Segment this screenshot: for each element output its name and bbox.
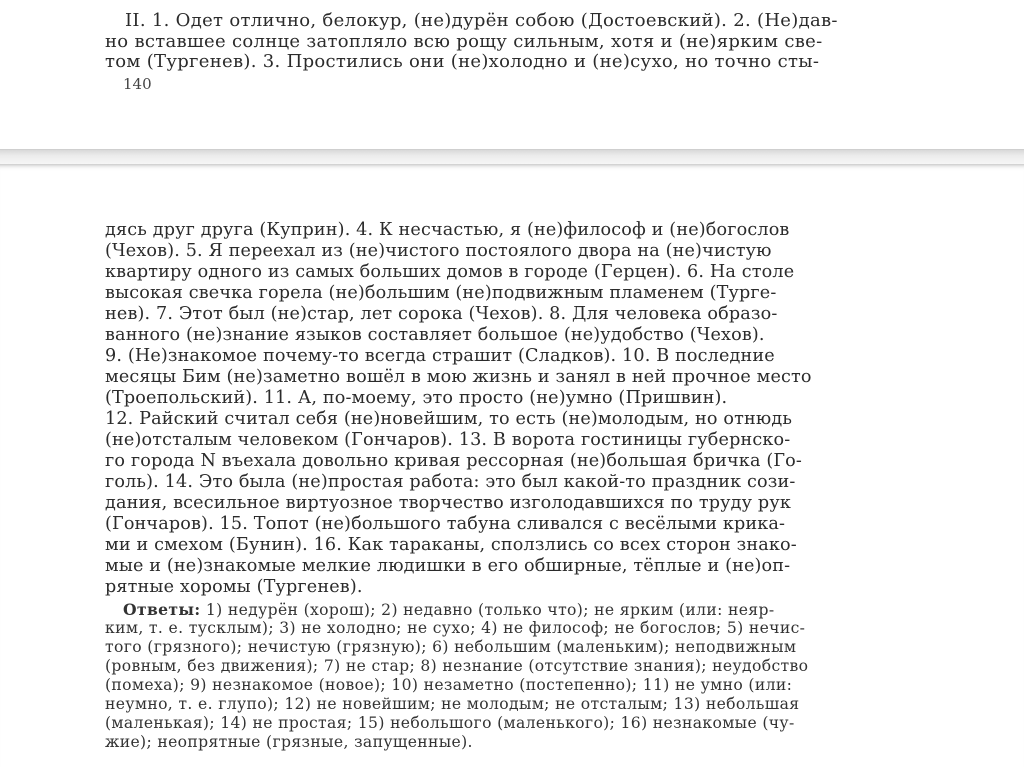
text-line: нев). 7. Этот был (не)стар, лет сорока (Чехов). 8. Для человека образо- (105, 304, 778, 324)
top-line-3: том (Тургенев). 3. Простились они (не)холодно и (не)сухо, но точно сты- (105, 51, 820, 72)
text-line: 9. (Не)знакомое почему-то всегда страшит (Сладков). 10. В последние (105, 346, 775, 366)
answer-line: ким, т. е. тусклым); 3) не холодно; не сухо; 4) не философ; не богослов; 5) нечис- (105, 619, 806, 637)
text-line: дания, всесильное виртуозное творчество изголодавшихся по труду рук (105, 493, 791, 513)
answer-line: (помеха); 9) незнакомое (новое); 10) незаметно (постепенно); 11) не умно (или: (105, 676, 793, 694)
text-line: квартиру одного из самых больших домов в городе (Герцен). 6. На столе (105, 262, 795, 282)
text-line: ванного (не)знание языков составляет большое (не)удобство (Чехов). (105, 325, 765, 345)
text-line: мые и (не)знакомые мелкие людишки в его обширные, тёплые и (не)оп- (105, 556, 791, 576)
text-line: высокая свечка горела (не)большим (не)подвижным пламенем (Турге- (105, 283, 777, 303)
text-line: 12. Райский считал себя (не)новейшим, то есть (не)молодым, но отнюдь (105, 409, 793, 429)
text-line: (не)отсталым человеком (Гончаров). 13. В ворота гостиницы губернско- (105, 430, 791, 450)
answer-line: того (грязного); нечистую (грязную); 6) небольшим (маленьким); неподвижным (105, 638, 797, 656)
text-line: (Гончаров). 15. Топот (не)большого табуна сливался с весёлыми крика- (105, 514, 786, 534)
answer-line: (маленькая); 14) не простая; 15) небольшого (маленького); 16) незнакомые (чу- (105, 714, 795, 732)
answers-label: Ответы: (123, 600, 201, 619)
top-page (0, 0, 1024, 150)
text-line: рятные хоромы (Тургенев). (105, 577, 363, 597)
text-line: ми и смехом (Бунин). 16. Как тараканы, сползлись со всех сторон знако- (105, 535, 797, 555)
text-line: го города N въехала довольно кривая рессорная (не)большая бричка (Го- (105, 451, 802, 471)
text-line: (Троепольский). 11. А, по-моему, это просто (не)умно (Пришвин). (105, 388, 728, 408)
answer-line: неумно, т. е. глупо); 12) не новейшим; не молодым; не отсталым; 13) небольшая (105, 695, 800, 713)
answer-line: (ровным, без движения); 7) не стар; 8) незнание (отсутствие знания); неудобство (105, 657, 809, 675)
answer-text: 1) недурён (хорош); 2) недавно (только что); не ярким (или: неяр- (200, 601, 775, 619)
answer-line: жие); неопрятные (грязные, запущенные). (105, 733, 473, 751)
text-line: голь). 14. Это была (не)простая работа: это был какой-то праздник сози- (105, 472, 796, 492)
answers-first-line (123, 600, 774, 619)
page-number: 140 (123, 75, 152, 93)
top-line-1: II. 1. Одет отлично, белокур, (не)дурён собою (Достоевский). 2. (Не)дав- (125, 10, 838, 31)
page-gap (0, 150, 1024, 164)
text-line: дясь друг друга (Куприн). 4. К несчастью, я (не)философ и (не)богослов (105, 220, 790, 240)
text-line: (Чехов). 5. Я переехал из (не)чистого постоялого двора на (не)чистую (105, 241, 772, 261)
top-line-2: но вставшее солнце затопляло всю рощу сильным, хотя и (не)ярким све- (105, 31, 823, 52)
text-line: месяцы Бим (не)заметно вошёл в мою жизнь и занял в ней прочное место (105, 367, 812, 387)
main-page (0, 164, 1024, 767)
